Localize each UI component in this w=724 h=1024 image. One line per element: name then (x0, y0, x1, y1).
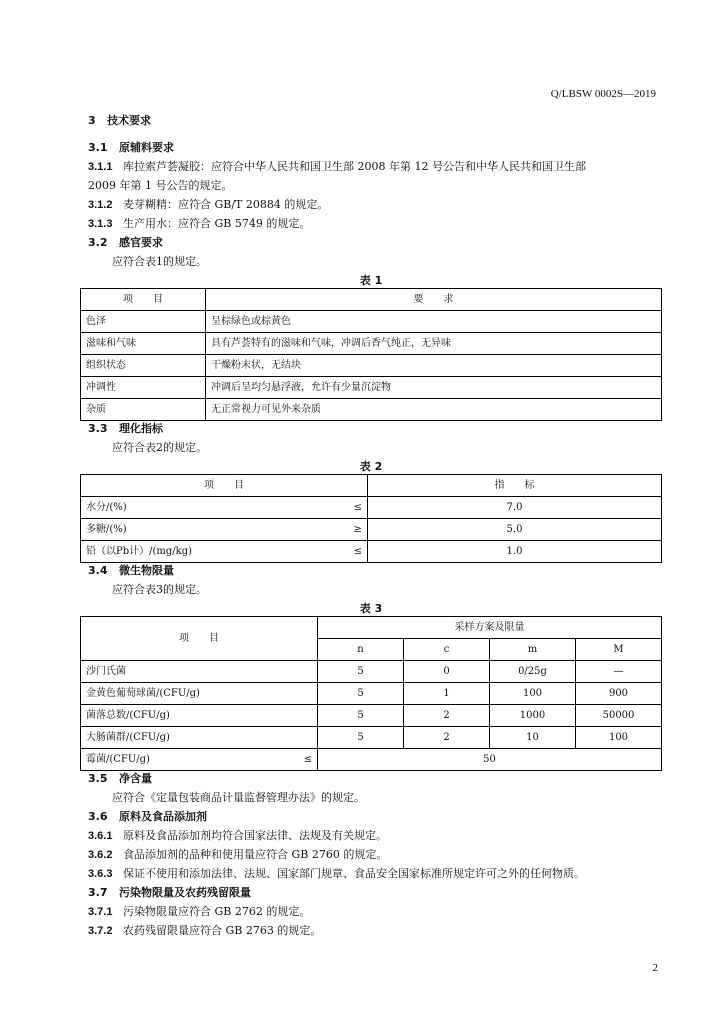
row-c: 2 (404, 727, 490, 749)
row-m: 100 (490, 683, 576, 705)
row-c: 1 (404, 683, 490, 705)
section-3-6-heading (88, 808, 207, 824)
section-title: 原料及食品添加剂 (119, 810, 207, 823)
table-row (81, 705, 662, 727)
clause-number: 3.6.1 (88, 830, 113, 842)
section-number: 3.2 (88, 236, 108, 249)
row-n: 5 (318, 727, 404, 749)
section-3-2-note: 应符合表1的规定。 (112, 255, 207, 268)
row-value: 5.0 (368, 519, 662, 541)
section-title: 微生物限量 (119, 564, 174, 577)
table-3 (80, 616, 662, 771)
row-item: 杂质 (81, 399, 206, 421)
clause-number: 3.6.2 (88, 849, 113, 861)
table-row (81, 355, 662, 377)
header-index: 指 标 (368, 475, 662, 497)
row-item: 冲调性 (81, 377, 206, 399)
section-number: 3.6 (88, 810, 108, 823)
doc-code: Q/LBSW 0002S—2019 (550, 88, 656, 100)
header-item: 项 目 (81, 289, 206, 311)
header-n: n (318, 639, 404, 661)
table-row (81, 377, 662, 399)
table-header-row (81, 617, 662, 639)
row-m: 1000 (490, 705, 576, 727)
section-number: 3.3 (88, 422, 108, 435)
section-number: 3.1 (88, 141, 108, 154)
clause-text: 生产用水：应符合 GB 5749 的规定。 (122, 217, 311, 230)
table-2 (80, 474, 662, 563)
section-3-3-heading (88, 420, 163, 436)
table-3-caption: 表 3 (359, 602, 383, 615)
clause-3-7-2 (88, 922, 321, 938)
section-title: 污染物限量及农药残留限量 (119, 886, 251, 899)
row-requirement: 具有芦荟特有的滋味和气味，冲调后香气纯正，无异味 (206, 333, 662, 355)
row-item: 沙门氏菌 (81, 661, 318, 683)
clause-text: 污染物限量应符合 GB 2762 的规定。 (122, 905, 311, 918)
clause-text: 农药残留限量应符合 GB 2763 的规定。 (122, 924, 322, 937)
table-row (81, 661, 662, 683)
clause-3-6-1 (88, 827, 387, 843)
table-row (81, 541, 662, 563)
table-header-row (81, 475, 662, 497)
section-number: 3.5 (88, 772, 108, 785)
row-requirement: 干燥粉末状，无结块 (206, 355, 662, 377)
clause-3-7-1 (88, 903, 310, 919)
row-value: 7.0 (368, 497, 662, 519)
row-c: 2 (404, 705, 490, 727)
section-title: 净含量 (119, 772, 152, 785)
section-3-7-heading (88, 884, 251, 900)
table-1 (80, 288, 662, 421)
table-row (81, 311, 662, 333)
comparison-symbol: ≥ (353, 524, 362, 535)
clause-3-1-1 (88, 158, 586, 174)
table-row (81, 749, 662, 771)
table-row (81, 683, 662, 705)
section-title: 技术要求 (107, 114, 152, 127)
row-n: 5 (318, 683, 404, 705)
row-item: 水分/(%) ≤ (81, 497, 368, 519)
row-M: 50000 (576, 705, 662, 727)
row-item: 组织状态 (81, 355, 206, 377)
row-item: 铅（以Pb计）/(mg/kg) ≤ (81, 541, 368, 563)
clause-3-1-1-continued: 2009 年第 1 号公告的规定。 (88, 179, 233, 192)
table-row (81, 497, 662, 519)
row-M: 900 (576, 683, 662, 705)
section-number: 3.4 (88, 564, 108, 577)
section-3-1-heading (88, 139, 174, 155)
row-m: 0/25g (490, 661, 576, 683)
row-n: 5 (318, 661, 404, 683)
section-title: 原辅料要求 (119, 141, 174, 154)
row-item: 色泽 (81, 311, 206, 333)
row-requirement: 无正常视力可见外来杂质 (206, 399, 662, 421)
header-sampling-plan: 采样方案及限量 (318, 617, 662, 639)
row-limit: 50 (318, 749, 662, 771)
row-item: 霉菌/(CFU/g) ≤ (81, 749, 318, 771)
row-M: — (576, 661, 662, 683)
header-c: c (404, 639, 490, 661)
row-m: 10 (490, 727, 576, 749)
clause-number: 3.1.3 (88, 218, 113, 230)
clause-number: 3.1.2 (88, 199, 113, 211)
section-3-3-note: 应符合表2的规定。 (112, 441, 207, 454)
row-item: 大肠菌群/(CFU/g) (81, 727, 318, 749)
comparison-symbol: ≤ (303, 754, 312, 765)
clause-3-6-3 (88, 865, 585, 881)
row-requirement: 呈棕绿色或棕黄色 (206, 311, 662, 333)
header-item: 项 目 (81, 475, 368, 497)
section-number: 3 (88, 114, 96, 127)
row-item: 金黄色葡萄球菌/(CFU/g) (81, 683, 318, 705)
clause-3-1-3 (88, 215, 310, 231)
clause-text: 库拉索芦荟凝胶：应符合中华人民共和国卫生部 2008 年第 12 号公告和中华人民共和国卫生部 (122, 160, 586, 173)
section-title: 理化指标 (119, 422, 163, 435)
section-number: 3.7 (88, 886, 108, 899)
clause-text: 原料及食品添加剂均符合国家法律、法规及有关规定。 (122, 829, 387, 842)
clause-number: 3.6.3 (88, 868, 113, 880)
clause-3-1-2 (88, 196, 328, 212)
section-3-heading (88, 112, 151, 128)
header-requirement: 要 求 (206, 289, 662, 311)
clause-text: 麦芽糊精：应符合 GB/T 20884 的规定。 (122, 198, 329, 211)
header-item: 项 目 (81, 617, 318, 661)
clause-number: 3.1.1 (88, 161, 113, 173)
section-3-5-heading (88, 770, 152, 786)
clause-number: 3.7.2 (88, 925, 113, 937)
section-title: 感官要求 (119, 236, 163, 249)
row-n: 5 (318, 705, 404, 727)
table-row (81, 333, 662, 355)
clause-text: 食品添加剂的品种和使用量应符合 GB 2760 的规定。 (122, 848, 388, 861)
row-item: 滋味和气味 (81, 333, 206, 355)
header-m: m (490, 639, 576, 661)
table-header-row (81, 289, 662, 311)
table-1-caption: 表 1 (359, 274, 383, 287)
row-item: 菌落总数/(CFU/g) (81, 705, 318, 727)
clause-number: 3.7.1 (88, 906, 113, 918)
row-M: 100 (576, 727, 662, 749)
table-row (81, 727, 662, 749)
table-row (81, 399, 662, 421)
section-3-5-note: 应符合《定量包装商品计量监督管理办法》的规定。 (112, 791, 365, 804)
section-3-4-note: 应符合表3的规定。 (112, 583, 207, 596)
section-3-2-heading (88, 234, 163, 250)
table-row (81, 519, 662, 541)
header-M: M (576, 639, 662, 661)
table-2-caption: 表 2 (359, 460, 383, 473)
comparison-symbol: ≤ (353, 502, 362, 513)
row-c: 0 (404, 661, 490, 683)
row-item: 多糖/(%) ≥ (81, 519, 368, 541)
row-value: 1.0 (368, 541, 662, 563)
row-requirement: 冲调后呈均匀悬浮液，允许有少量沉淀物 (206, 377, 662, 399)
clause-text: 保证不使用和添加法律、法规、国家部门规章、食品安全国家标准所规定许可之外的任何物质。 (122, 867, 585, 880)
comparison-symbol: ≤ (353, 546, 362, 557)
page-number: 2 (652, 962, 658, 974)
section-3-4-heading (88, 562, 174, 578)
clause-3-6-2 (88, 846, 387, 862)
